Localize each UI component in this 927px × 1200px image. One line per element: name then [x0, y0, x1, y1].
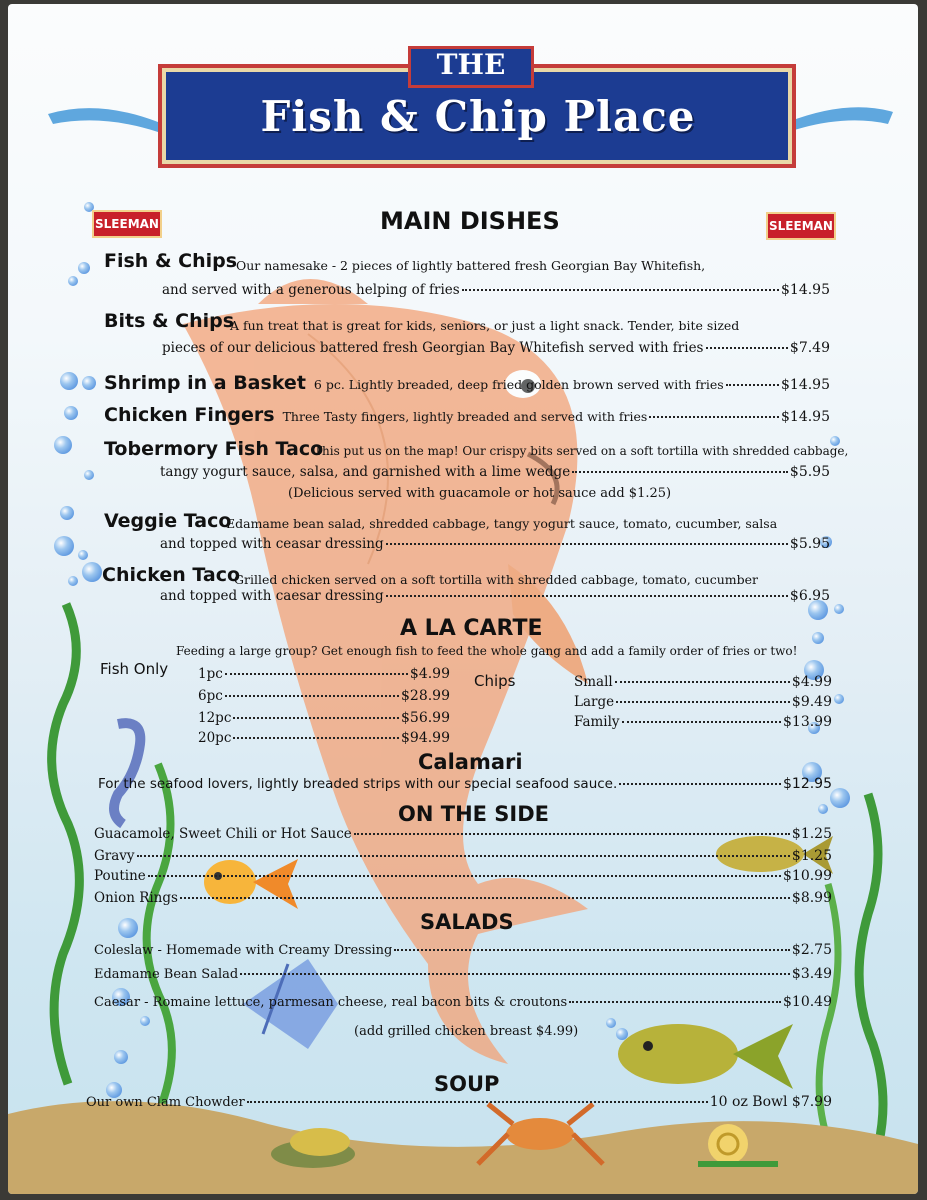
item-desc: A fun treat that is great for kids, seniors, or just a light snack. Tender, bite sized — [230, 318, 740, 333]
bubble-icon — [834, 604, 844, 614]
salad-price: $2.75 — [791, 942, 832, 958]
fish-price: $28.99 — [401, 688, 450, 704]
fish-price: $4.99 — [409, 666, 450, 682]
seabed — [8, 1101, 918, 1194]
bubble-icon — [68, 576, 78, 586]
item-row — [162, 282, 830, 298]
chips-price: $4.99 — [791, 674, 832, 690]
item-desc: and topped with ceasar dressing — [160, 536, 384, 552]
chips-row — [574, 694, 832, 710]
green-fish-art — [618, 1024, 793, 1089]
item-name: Tobermory Fish Taco — [104, 438, 324, 460]
wave-right — [788, 107, 893, 132]
bubble-icon — [140, 1016, 150, 1026]
item-price: $14.95 — [781, 377, 830, 393]
bubble-icon — [834, 694, 844, 704]
fish-only-label: Fish Only — [100, 660, 169, 678]
fish-row — [198, 710, 450, 726]
soup-row — [86, 1094, 832, 1110]
side-price: $8.99 — [791, 890, 832, 906]
calamari-row — [98, 776, 832, 792]
side-item: Guacamole, Sweet Chili or Hot Sauce — [94, 826, 352, 842]
item-desc: pieces of our delicious battered fresh Georgian Bay Whitefish served with fries — [162, 340, 704, 356]
fish-price: $56.99 — [401, 710, 450, 726]
bubble-icon — [830, 788, 850, 808]
item-name: Chicken Taco — [102, 564, 241, 586]
bubble-icon — [78, 262, 90, 274]
bubble-icon — [54, 536, 74, 556]
side-item: Poutine — [94, 868, 146, 884]
item-price: $14.95 — [781, 282, 830, 298]
item-desc: Our namesake - 2 pieces of lightly battered fresh Georgian Bay Whitefish, — [236, 258, 706, 273]
sleeman-logo-left: SLEEMAN — [92, 210, 162, 238]
bubble-icon — [84, 470, 94, 480]
bubble-icon — [82, 562, 102, 582]
item-price: $5.95 — [789, 464, 830, 480]
fish-qty: 1pc — [198, 666, 223, 682]
item-desc: This put us on the map! Our crispy bits served on a soft tortilla with shredded cabbage, — [314, 444, 849, 458]
restaurant-title: Fish & Chip Place — [260, 92, 696, 141]
item-row — [160, 588, 830, 604]
item-row — [104, 372, 830, 394]
fish-row — [198, 730, 450, 746]
chips-row — [574, 674, 832, 690]
bubble-icon — [54, 436, 72, 454]
seaweed-left-2 — [147, 764, 172, 1114]
side-heading: ON THE SIDE — [398, 802, 550, 826]
side-row — [94, 890, 832, 906]
menu-sheet — [8, 4, 918, 1194]
item-desc: Grilled chicken served on a soft tortilla with shredded cabbage, tomato, cucumber — [234, 572, 758, 587]
salad-item: Caesar - Romaine lettuce, parmesan cheese, real bacon bits & croutons — [94, 995, 568, 1010]
item-name: Shrimp in a Basket — [104, 372, 306, 394]
fish-qty: 6pc — [198, 688, 223, 704]
item-name: Chicken Fingers — [104, 404, 275, 426]
item-row — [160, 464, 830, 480]
fish-price: $94.99 — [401, 730, 450, 746]
side-row — [94, 848, 832, 864]
bubble-icon — [60, 506, 74, 520]
fish-qty: 20pc — [198, 730, 232, 746]
item-note: (Delicious served with guacamole or hot sauce add $1.25) — [288, 486, 672, 501]
soup-price: 10 oz Bowl $7.99 — [709, 1094, 832, 1110]
main-dishes-heading: MAIN DISHES — [380, 207, 560, 235]
chips-price: $13.99 — [783, 714, 832, 730]
chips-size: Small — [574, 674, 613, 690]
seaweed-left — [52, 604, 80, 1084]
side-item: Gravy — [94, 848, 135, 864]
bubble-icon — [60, 372, 78, 390]
bubble-icon — [616, 1028, 628, 1040]
salad-row — [94, 942, 832, 958]
side-row — [94, 826, 832, 842]
bubble-icon — [818, 804, 828, 814]
salad-price: $3.49 — [791, 966, 832, 982]
item-desc: tangy yogurt sauce, salsa, and garnished with a lime wedge — [160, 464, 571, 480]
side-price: $10.99 — [783, 868, 832, 884]
bubble-icon — [118, 918, 138, 938]
title-the: THE — [436, 48, 506, 81]
item-price: $6.95 — [789, 588, 830, 604]
item-price: $14.95 — [781, 409, 830, 425]
side-price: $1.25 — [791, 848, 832, 864]
bubble-icon — [78, 550, 88, 560]
bubble-icon — [114, 1050, 128, 1064]
alacarte-intro: Feeding a large group? Get enough fish to feed the whole gang and add a family order of fries or two! — [176, 644, 798, 658]
item-desc: and served with a generous helping of fries — [162, 282, 460, 298]
calamari-desc: For the seafood lovers, lightly breaded strips with our special seafood sauce. — [98, 776, 618, 792]
item-name: Bits & Chips — [104, 310, 235, 332]
wave-left — [48, 108, 158, 132]
chips-label: Chips — [474, 672, 516, 690]
item-desc: 6 pc. Lightly breaded, deep fried golden brown served with fries — [313, 377, 724, 392]
side-price: $1.25 — [791, 826, 832, 842]
item-name: Fish & Chips — [104, 250, 238, 272]
alacarte-heading: A LA CARTE — [400, 616, 543, 641]
fish-qty: 12pc — [198, 710, 232, 726]
fish-row — [198, 666, 450, 682]
salad-row — [94, 994, 832, 1010]
bubble-icon — [64, 406, 78, 420]
item-name: Veggie Taco — [104, 510, 232, 532]
salad-item: Edamame Bean Salad — [94, 967, 239, 982]
salad-note: (add grilled chicken breast $4.99) — [354, 1024, 579, 1039]
item-row — [160, 536, 830, 552]
salad-price: $10.49 — [783, 994, 832, 1010]
soup-item: Our own Clam Chowder — [86, 1095, 245, 1110]
bubble-icon — [812, 632, 824, 644]
chips-row — [574, 714, 832, 730]
bubble-icon — [82, 376, 96, 390]
salad-item: Coleslaw - Homemade with Creamy Dressing — [94, 943, 393, 958]
soup-heading: SOUP — [434, 1072, 500, 1096]
bubble-icon — [606, 1018, 616, 1028]
item-row — [104, 404, 830, 426]
item-row — [162, 340, 830, 356]
chips-price: $9.49 — [791, 694, 832, 710]
salad-row — [94, 966, 832, 982]
item-desc: and topped with caesar dressing — [160, 588, 384, 604]
item-price: $7.49 — [789, 340, 830, 356]
item-desc: Edamame bean salad, shredded cabbage, tangy yogurt sauce, tomato, cucumber, salsa — [226, 516, 778, 531]
salads-heading: SALADS — [420, 910, 514, 934]
chips-size: Large — [574, 694, 615, 710]
side-row — [94, 868, 832, 884]
bubble-icon — [68, 276, 78, 286]
item-price: $5.95 — [789, 536, 830, 552]
sleeman-logo-right: SLEEMAN — [766, 212, 836, 240]
item-desc: Three Tasty fingers, lightly breaded and served with fries — [282, 409, 648, 424]
seahorse-art — [114, 723, 140, 824]
calamari-price: $12.95 — [783, 776, 832, 792]
chips-size: Family — [574, 714, 620, 730]
calamari-heading: Calamari — [418, 750, 523, 774]
fish-row — [198, 688, 450, 704]
seaweed-right — [859, 794, 883, 1164]
seaweed-right-2 — [819, 884, 838, 1154]
side-item: Onion Rings — [94, 890, 178, 906]
